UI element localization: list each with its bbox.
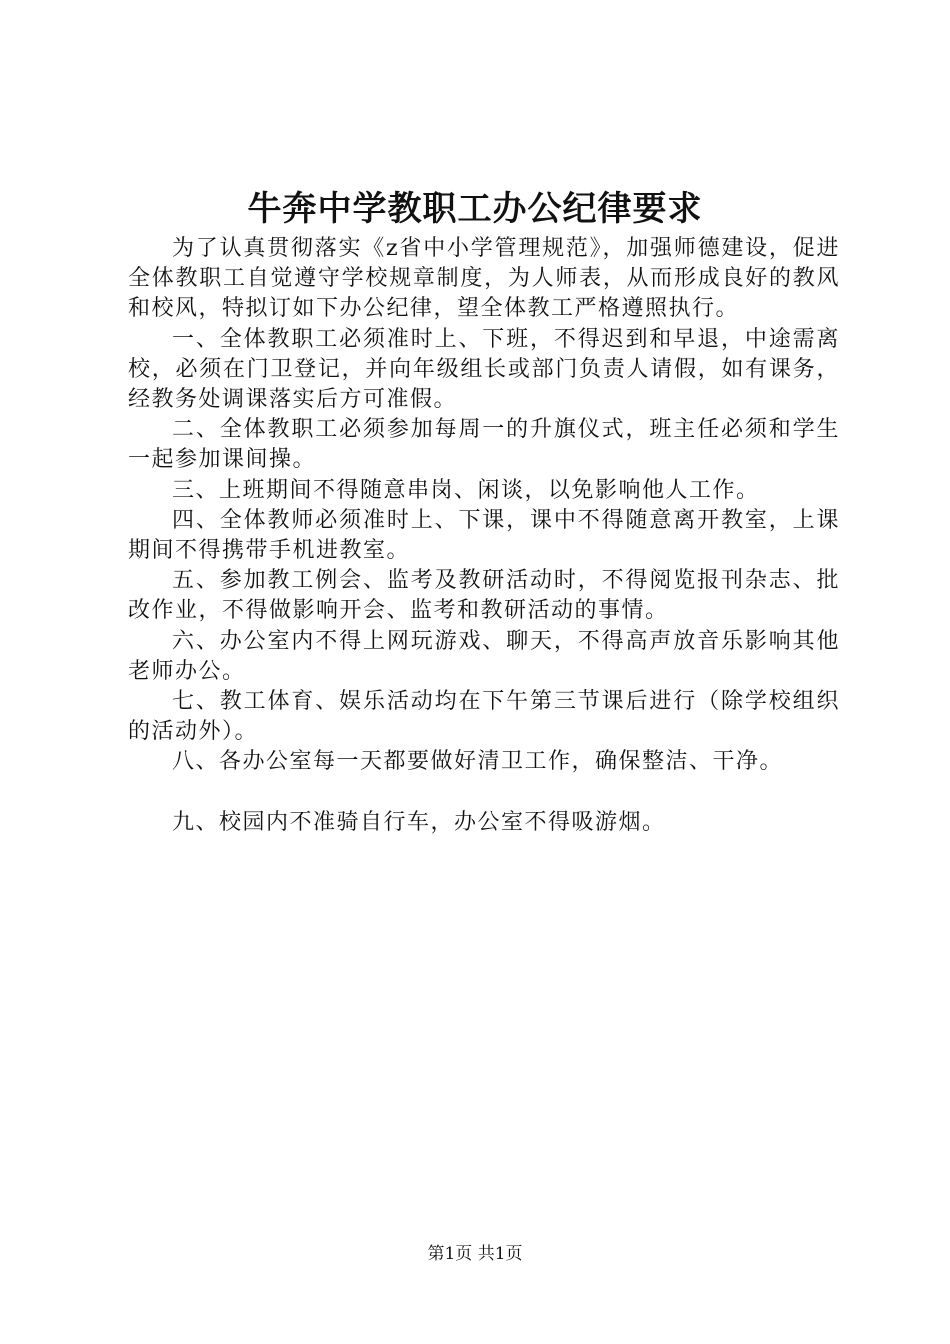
- document-body: [128, 234, 840, 838]
- page-footer: 第1页 共1页: [427, 1244, 523, 1264]
- paragraph-rule-8: 八、各办公室每一天都要做好清卫工作，确保整洁、干净。: [172, 749, 784, 775]
- paragraph-rule-4: 四、全体教师必须准时上、下课，课中不得随意离开教室，上课期间不得携带手机进教室。: [128, 507, 840, 564]
- paragraph-rule-9: 九、校园内不准骑自行车，办公室不得吸游烟。: [172, 809, 666, 835]
- document-title: 牛奔中学教职工办公纪律要求: [247, 189, 703, 229]
- paragraph-rule-7: 七、教工体育、娱乐活动均在下午第三节课后进行（除学校组织的活动外）。: [128, 689, 840, 745]
- paragraph-rule-1: 一、全体教职工必须准时上、下班，不得迟到和早退，中途需离校，必须在门卫登记，并向年级组长或部门负责人请假，如有课务，经教务处调课落实后方可准假。: [128, 326, 840, 413]
- paragraph-rule-6: 六、办公室内不得上网玩游戏、聊天，不得高声放音乐影响其他老师办公。: [128, 628, 840, 684]
- paragraph-rule-2: 二、全体教职工必须参加每周一的升旗仪式，班主任必须和学生一起参加课间操。: [128, 417, 840, 473]
- paragraph-intro: 为了认真贯彻落实《z省中小学管理规范》，加强师德建设，促进全体教职工自觉遵守学校规章制度，为人师表，从而形成良好的教风和校风，特拟订如下办公纪律，望全体教工严格遵照执行。: [128, 236, 840, 322]
- paragraph-rule-3: 三、上班期间不得随意串岗、闲谈，以免影响他人工作。: [172, 477, 760, 503]
- paragraph-rule-5: 五、参加教工例会、监考及教研活动时，不得阅览报刊杂志、批改作业，不得做影响开会、监考和教研活动的事情。: [128, 568, 840, 624]
